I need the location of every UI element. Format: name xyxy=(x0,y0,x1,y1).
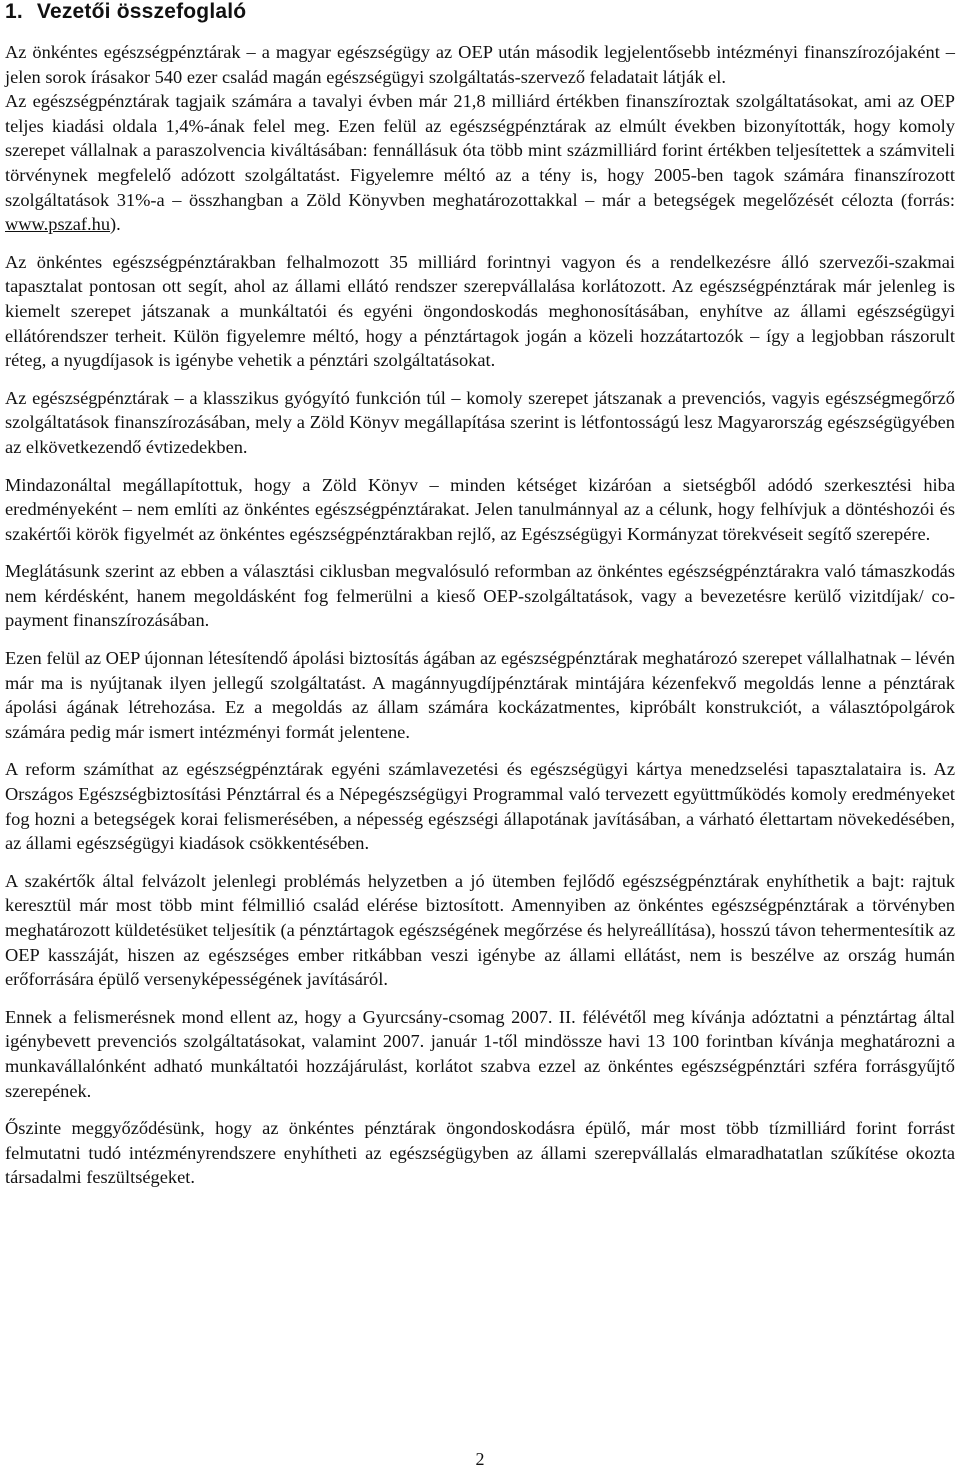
paragraph: Az önkéntes egészségpénztárak – a magyar egészségügy az OEP után második legjelentősebb intézményi finanszírozójaként – jelen sorok írásakor 540 ezer család magán egészségügyi szolgáltatás-szervező feladatait látják el. xyxy=(5,42,955,87)
paragraph: A szakértők által felvázolt jelenlegi problémás helyzetben a jó ütemben fejlődő egészségpénztárak enyhíthetik a bajt: rajtuk keresztül már most több mint félmillió család elérése biztosított. Amennyiben az önkéntes egészségpénztárak a törvényben meghatározott küldetésüket teljesítik (a pénztártagok egészségének megőrzése és helyreállítása), hosszú távon tehermentesítik az OEP kasszáját, hiszen az egészséges ember ritkábban veszi igénybe az állami ellátást, nem is beszélve az ország humán erőforrására épülő versenyképességének javításáról. xyxy=(5,870,955,990)
section-title: Vezetői összefoglaló xyxy=(36,0,247,23)
document-page xyxy=(5,0,955,1203)
section-heading xyxy=(5,0,955,24)
paragraph: Őszinte meggyőződésünk, hogy az önkéntes pénztárak öngondoskodásra épülő, már most több tízmilliárd forint forrást felmutatni tudó intézményrendszere enyhítheti az egészségügyben az állami szerepvállalás elmaradhatatlan szűkítése okozta társadalmi feszültségeket. xyxy=(5,1118,955,1188)
paragraph: Mindazonáltal megállapítottuk, hogy a Zöld Könyv – minden kétséget kizáróan a sietségből adódó szerkesztési hiba eredményeként – nem említi az önkéntes egészségpénztárakat. Jelen tanulmánnyal az a célunk, hogy felhívjuk a döntéshozói és szakértői körök figyelmét az önkéntes egészségpénztárakban rejlő, az Egészségügyi Kormányzat törekvéseit segítő szerepére. xyxy=(5,474,955,544)
paragraph: Az egészségpénztárak – a klasszikus gyógyító funkción túl – komoly szerepet játszanak a prevenciós, vagyis egészségmegőrző szolgáltatások finanszírozásában, mely a Zöld Könyv megállapítása szerint is létfontosságú lesz Magyarország egészségügyében az elkövetkezendő évtizedekben. xyxy=(5,387,955,457)
paragraph xyxy=(5,89,955,237)
paragraph: A reform számíthat az egészségpénztárak egyéni számlavezetési és egészségügyi kártya menedzselési tapasztalataira is. Az Országos Egészségbiztosítási Pénztárral és a Népegészségügyi Programmal való tervezett együttműködés komoly eredményeket fog hozni a betegségek korai felismerésében, a népesség egészségi állapotának javításában, a várható élettartam növekedésében, az állami egészségügyi kiadások csökkentésében. xyxy=(5,759,955,854)
section-number: 1. xyxy=(5,0,23,23)
pszaf-link[interactable]: www.pszaf.hu xyxy=(5,214,111,235)
paragraph-text: ). xyxy=(110,214,121,235)
paragraph: Meglátásunk szerint az ebben a választási ciklusban megvalósuló reformban az önkéntes egészségpénztárakra való támaszkodás nem kérdésként, hanem megoldásként fog felmerülni a kieső OEP-szolgáltatások, vagy a bevezetésre kerülő vizitdíjak/ co-payment finanszírozásában. xyxy=(5,561,955,631)
paragraph: Ennek a felismerésnek mond ellent az, hogy a Gyurcsány-csomag 2007. II. félévétől meg kívánja adóztatni a pénztártag által igénybevett prevenciós szolgáltatásokat, valamint 2007. január 1-től mindössze havi 13 100 forintban kívánja meghatározni a munkavállalónként adható munkáltatói hozzájárulást, korlátot szabva ezzel az önkéntes egészségpénztári szféra forrásgyűjtő szerepének. xyxy=(5,1006,955,1101)
paragraph: Ezen felül az OEP újonnan létesítendő ápolási biztosítás ágában az egészségpénztárak meghatározó szerepet vállalhatnak – lévén már ma is nyújtanak ilyen jellegű szolgáltatást. A magánnyugdíjpénztárak mintájára kézenfekvő megoldás lenne a pénztárak ápolási ágának létrehozása. Ez a megoldás az állam számára kockázatmentes, kipróbált konstrukciót, a választópolgárok számára pedig már ismert intézményi formát jelentene. xyxy=(5,648,955,742)
body-text xyxy=(5,40,955,1190)
paragraph: Az önkéntes egészségpénztárakban felhalmozott 35 milliárd forintnyi vagyon és a rendelkezésre álló szervezői-szakmai tapasztalat pontosan ott segít, ahol az állami ellátó rendszer szerepvállalása korlátozott. Az egészségpénztárak már jelenleg is kiemelt szerepet játszanak a munkáltatói és egyéni öngondoskodás meghonosításában, enyhítve az állami egészségügyi ellátórendszer terheit. Külön figyelemre méltó, hogy a pénztártagok jogán a közeli hozzátartozók – így a legjobban rászorult réteg, a nyugdíjasok is igénybe vehetik a pénztári szolgáltatásokat. xyxy=(5,251,955,371)
page-number: 2 xyxy=(475,1449,485,1469)
paragraph-text: Az egészségpénztárak tagjaik számára a tavalyi évben már 21,8 milliárd értékben finanszíroztak szolgáltatásokat, ami az OEP teljes kiadási oldala 1,4%-ának felel meg. Ezen felül az egészségpénztárak az elmúlt években bizonyították, hogy komoly szerepet vállalnak a paraszolvencia kiváltásában: fennállásuk óta több mint százmilliárd forint értékben teljesítettek a számviteli törvénynek megfelelő adózott szolgáltatást. Figyelemre méltó az a tény is, hogy 2005-ben tagok számára finanszírozott szolgáltatások 31%-a – összhangban a Zöld Könyvben meghatározottakkal – már a betegségek megelőzését célozta (forrás: xyxy=(5,91,955,210)
